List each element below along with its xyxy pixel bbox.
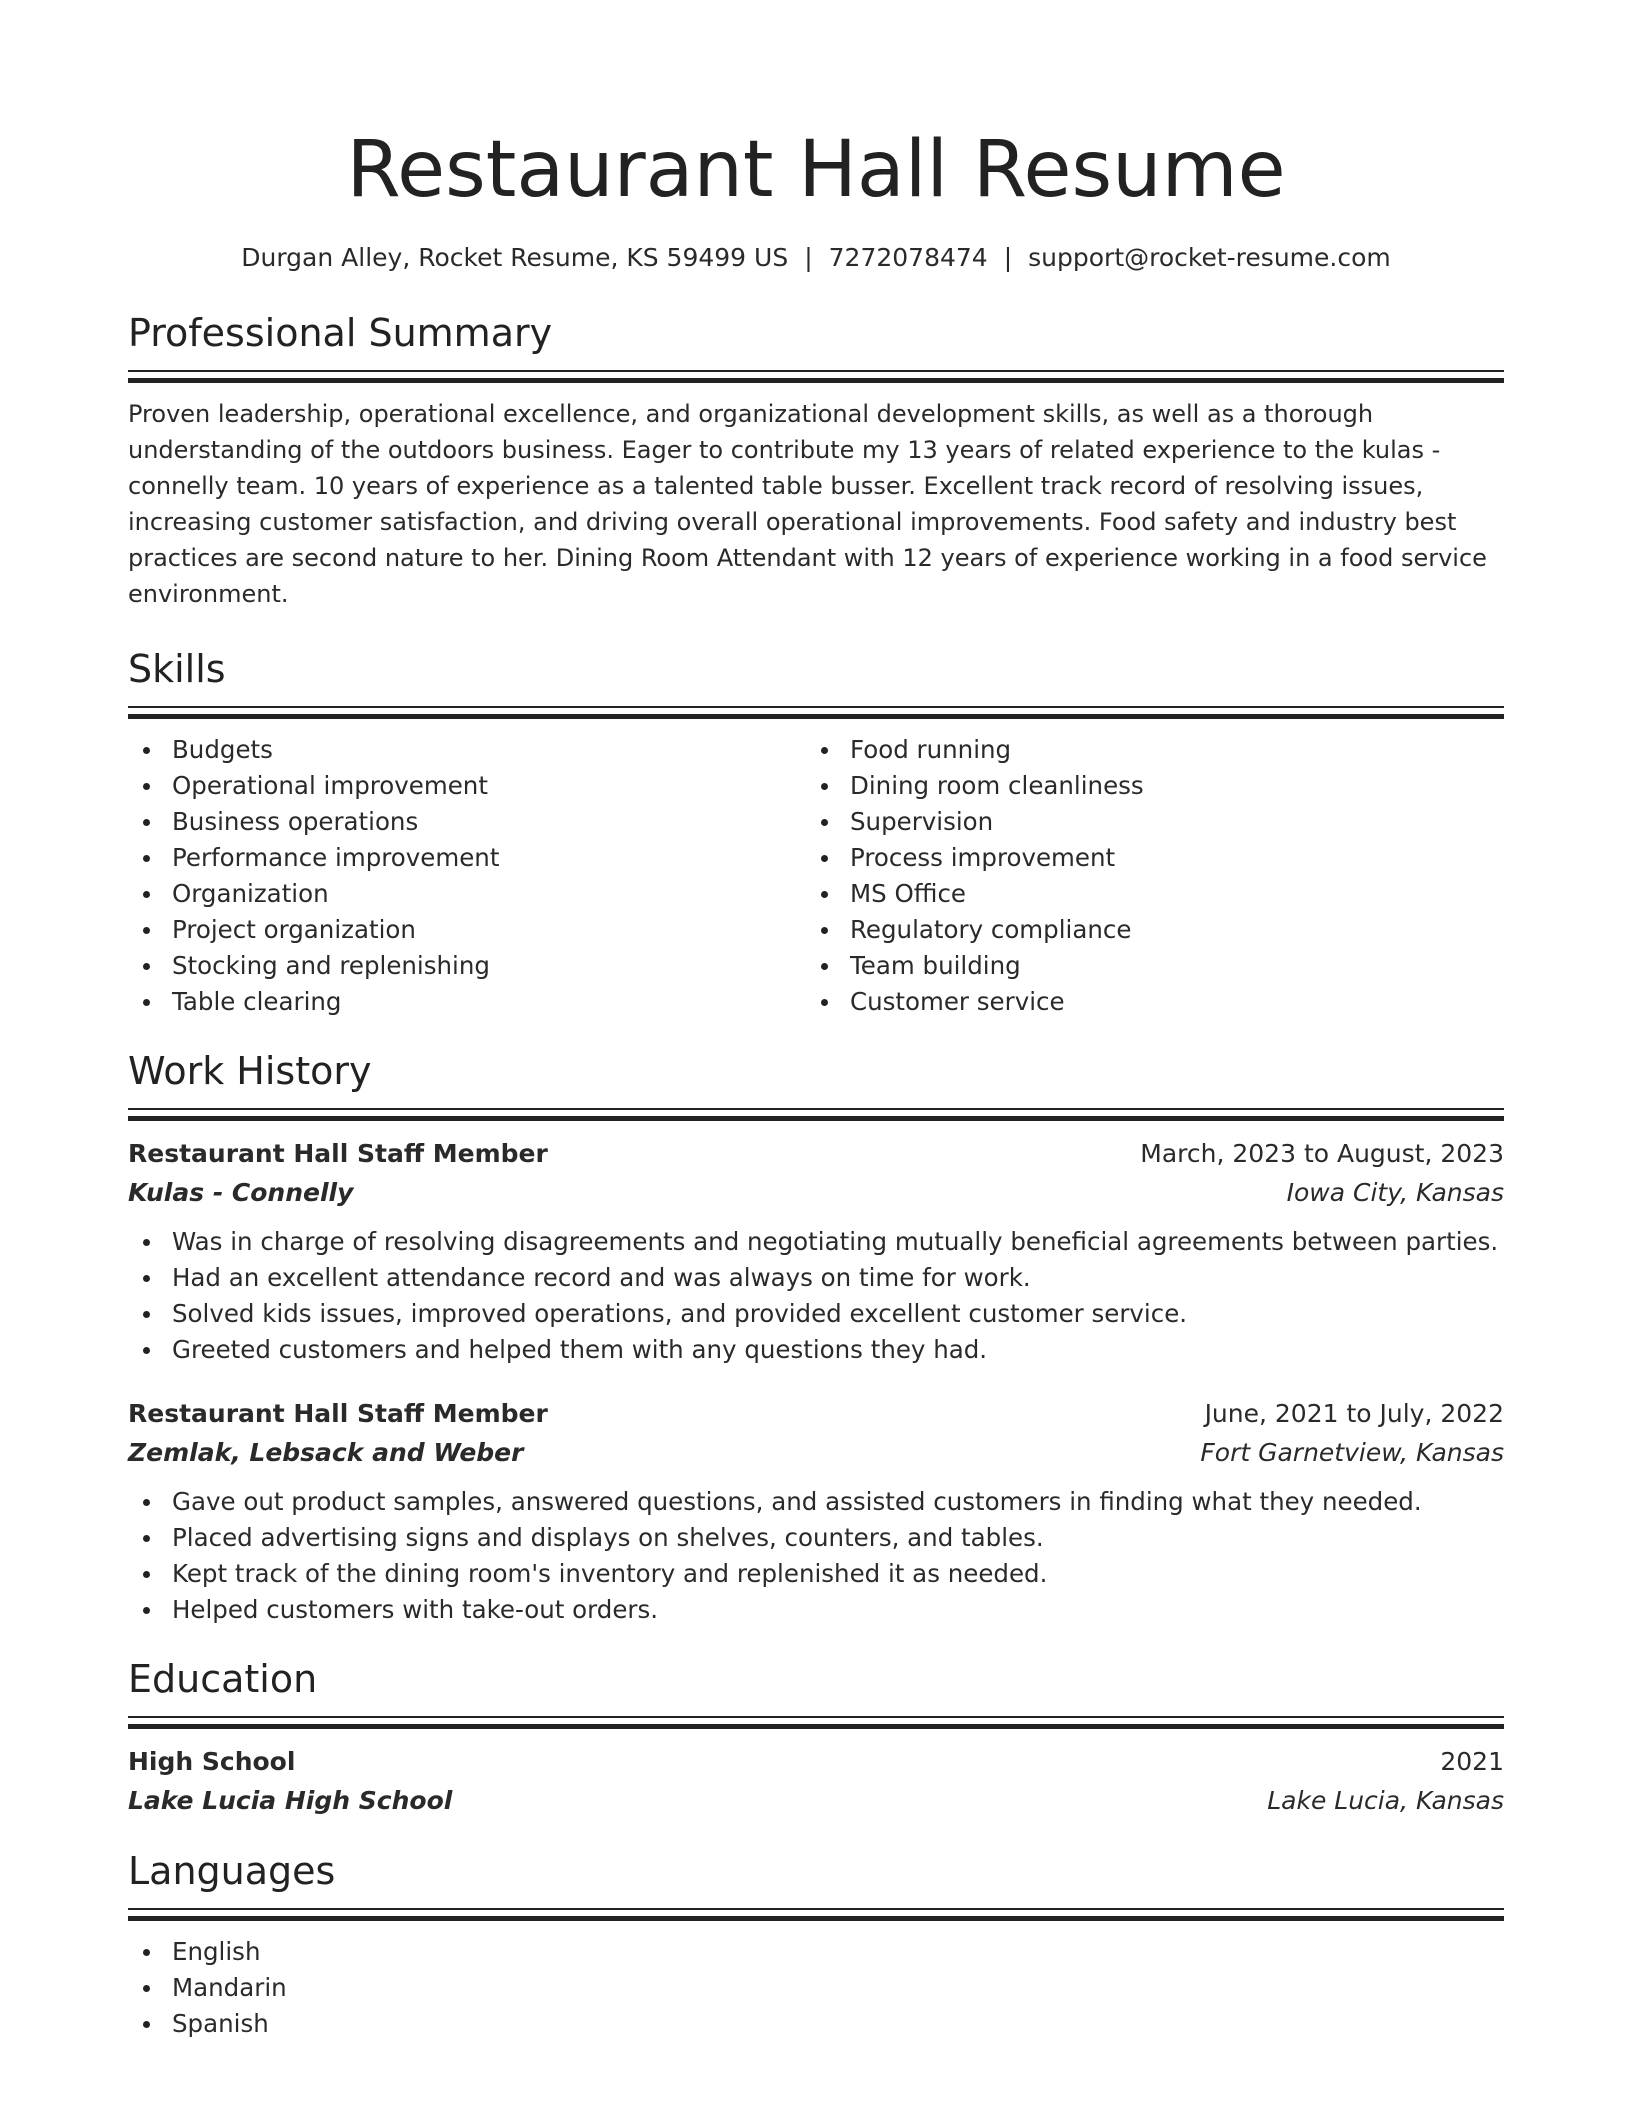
contact-separator: |	[804, 243, 813, 272]
skill-item: Business operations	[128, 804, 806, 840]
section-title-education: Education	[128, 1657, 318, 1701]
skill-item: Process improvement	[806, 840, 1484, 876]
section-title-languages: Languages	[128, 1849, 336, 1893]
skills-section	[128, 646, 1504, 1020]
skill-item: Organization	[128, 876, 806, 912]
job-bullet: Had an excellent attendance record and was always on time for work.	[128, 1260, 1504, 1296]
skill-item: Budgets	[128, 732, 806, 768]
skill-item: Customer service	[806, 984, 1484, 1020]
language-item: Mandarin	[128, 1970, 1504, 2006]
job-bullet: Greeted customers and helped them with any questions they had.	[128, 1332, 1504, 1368]
education-location: Lake Lucia, Kansas	[1267, 1786, 1504, 1815]
skill-item: Team building	[806, 948, 1484, 984]
section-divider	[128, 1108, 1504, 1120]
section-divider	[128, 370, 1504, 382]
resume-title: Restaurant Hall Resume	[346, 125, 1286, 215]
education-subheader	[128, 1782, 1504, 1820]
skill-item: Supervision	[806, 804, 1484, 840]
job-location: Fort Garnetview, Kansas	[1200, 1438, 1504, 1467]
language-item: Spanish	[128, 2006, 1504, 2042]
skill-item: Regulatory compliance	[806, 912, 1484, 948]
section-title-summary: Professional Summary	[128, 311, 553, 355]
skill-item: Project organization	[128, 912, 806, 948]
summary-text: Proven leadership, operational excellence, and organizational development skills, as well as a thorough understanding of the outdoors business. Eager to contribute my 13 years of related experience to the kulas - connelly team. 10 years of experience as a talented table busser. Excellent track record of resolving issues, increasing customer satisfaction, and driving overall operational improvements. Food safety and industry best practices are second nature to her. Dining Room Attendant with 12 years of experience working in a food service environment.	[128, 400, 1487, 608]
job-bullet: Gave out product samples, answered questions, and assisted customers in finding what they needed.	[128, 1484, 1504, 1520]
skills-left-list	[128, 732, 806, 1020]
contact-address: Durgan Alley, Rocket Resume, KS 59499 US	[241, 243, 789, 272]
section-title-skills: Skills	[128, 647, 226, 691]
language-item: English	[128, 1934, 1504, 1970]
skill-item: Performance improvement	[128, 840, 806, 876]
resume-page	[128, 0, 1504, 2042]
skill-item: Dining room cleanliness	[806, 768, 1484, 804]
job-title: Restaurant Hall Staff Member	[128, 1399, 548, 1428]
education-entry	[128, 1742, 1504, 1820]
section-divider	[128, 1908, 1504, 1920]
job-entry	[128, 1394, 1504, 1628]
education-school: Lake Lucia High School	[128, 1786, 453, 1815]
languages-section	[128, 1848, 1504, 2042]
skill-item: Food running	[806, 732, 1484, 768]
skill-item: Table clearing	[128, 984, 806, 1020]
section-title-work: Work History	[128, 1049, 372, 1093]
job-location: Iowa City, Kansas	[1286, 1178, 1504, 1207]
skills-columns	[128, 732, 1504, 1020]
education-degree: High School	[128, 1747, 296, 1776]
job-company: Kulas - Connelly	[128, 1178, 354, 1207]
contact-separator: |	[1003, 243, 1013, 272]
job-bullet: Placed advertising signs and displays on shelves, counters, and tables.	[128, 1520, 1504, 1556]
skills-right-list	[806, 732, 1484, 1020]
job-title: Restaurant Hall Staff Member	[128, 1139, 548, 1168]
job-subheader	[128, 1434, 1504, 1472]
education-section	[128, 1656, 1504, 1820]
contact-line	[128, 240, 1504, 276]
job-bullets	[128, 1224, 1504, 1368]
job-subheader	[128, 1174, 1504, 1212]
job-dates: March, 2023 to August, 2023	[1140, 1139, 1504, 1168]
skill-item: Stocking and replenishing	[128, 948, 806, 984]
skill-item: Operational improvement	[128, 768, 806, 804]
job-entry	[128, 1134, 1504, 1368]
work-section	[128, 1048, 1504, 1628]
job-company: Zemlak, Lebsack and Weber	[128, 1438, 524, 1467]
job-header	[128, 1394, 1504, 1434]
job-bullet: Solved kids issues, improved operations, and provided excellent customer service.	[128, 1296, 1504, 1332]
job-dates: June, 2021 to July, 2022	[1204, 1399, 1504, 1428]
job-bullet: Helped customers with take-out orders.	[128, 1592, 1504, 1628]
education-header	[128, 1742, 1504, 1782]
skill-item: MS Office	[806, 876, 1484, 912]
education-year: 2021	[1440, 1747, 1504, 1776]
summary-section	[128, 310, 1504, 612]
job-header	[128, 1134, 1504, 1174]
job-bullet: Kept track of the dining room's inventory and replenished it as needed.	[128, 1556, 1504, 1592]
section-divider	[128, 706, 1504, 718]
job-bullet: Was in charge of resolving disagreements and negotiating mutually beneficial agreements between parties.	[128, 1224, 1504, 1260]
contact-phone: 7272078474	[828, 243, 988, 272]
contact-email[interactable]: support@rocket-resume.com	[1028, 243, 1391, 272]
job-bullets	[128, 1484, 1504, 1628]
section-divider	[128, 1716, 1504, 1728]
languages-list	[128, 1934, 1504, 2042]
